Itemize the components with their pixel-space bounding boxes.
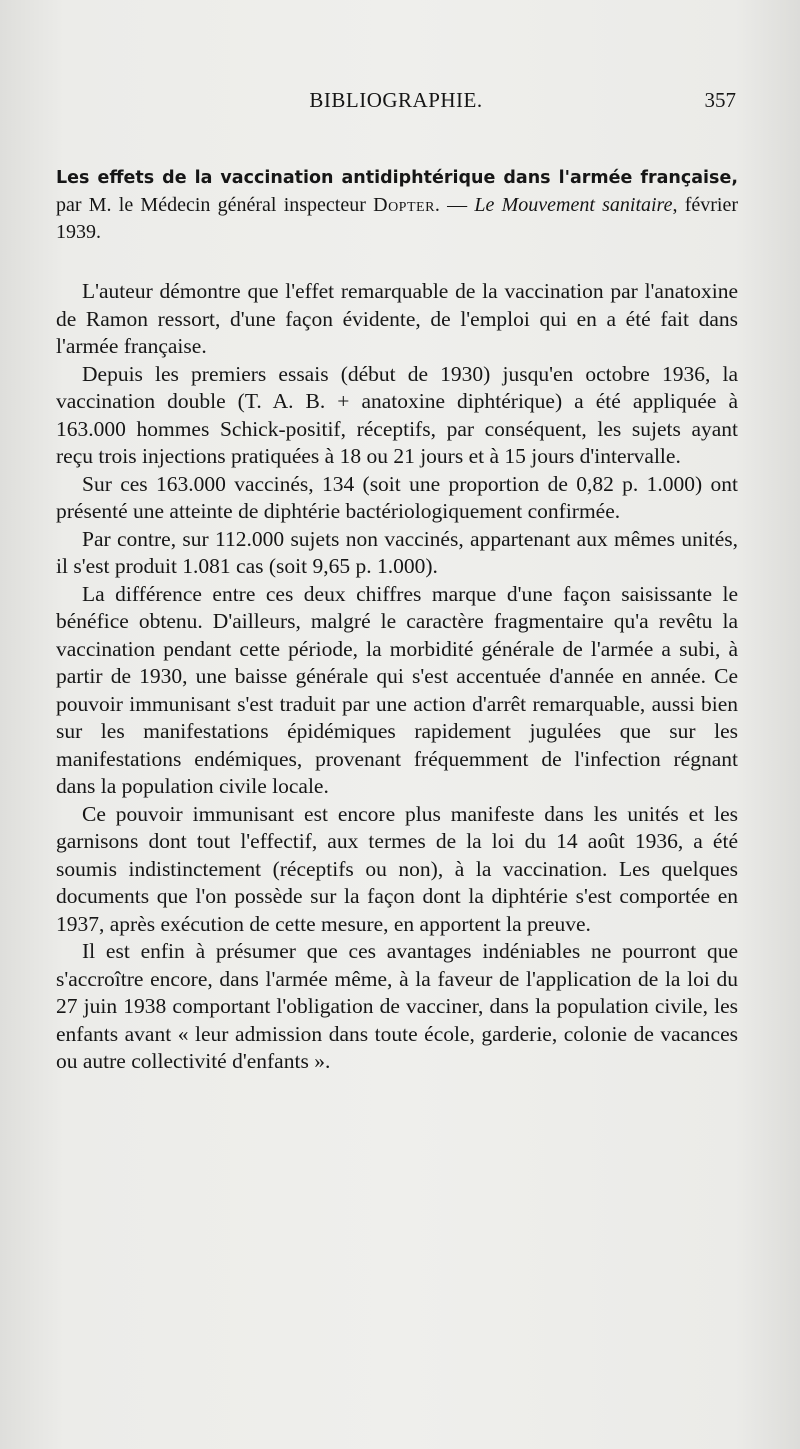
page-number: 357: [704, 88, 736, 112]
article-title: Les effets de la vaccination antidiphtérique dans l'armée française,: [56, 168, 738, 188]
paragraph: L'auteur démontre que l'effet remarquable de la vaccination par l'anatoxine de Ramon ressort, d'une façon évidente, de l'emploi qui en a été fait dans l'armée française.: [56, 279, 738, 358]
paragraph: Depuis les premiers essais (début de 1930) jusqu'en octobre 1936, la vaccination double (T. A. B. + anatoxine diphtérique) a été appliquée à 163.000 hommes Schick-positif, réceptifs, par conséquent, les sujets ayant reçu trois injections pratiquées à 18 ou 21 jours et à 15 jours d'intervalle.: [56, 361, 738, 468]
paragraph: Il est enfin à présumer que ces avantages indéniables ne pourront que s'accroître encore, dans l'armée même, à la faveur de l'application de la loi du 27 juin 1938 comportant l'obligation de vacciner, dans la population civile, les enfants avant « leur admission dans toute école, garderie, colonie de vacances ou autre collectivité d'enfants ».: [56, 939, 738, 1073]
paragraph: La différence entre ces deux chiffres marque d'une façon saisissante le bénéfice obtenu. D'ailleurs, malgré le caractère fragmentaire qu'a revêtu la vaccination pendant cette période, la morbidité générale de l'armée a subi, à partir de 1930, une baisse générale qui s'est accentuée d'année en année. Ce pouvoir immunisant s'est traduit par une action d'arrêt remarquable, aussi bien sur les manifestations épidémiques rapidement jugulées que sur les manifestations endémiques, provenant fréquemment de l'infection régnant dans la population civile locale.: [56, 581, 738, 798]
paragraph: Ce pouvoir immunisant est encore plus manifeste dans les unités et les garnisons dont tout l'effectif, aux termes de la loi du 14 août 1936, a été soumis indistinctement (réceptifs ou non), à la vaccination. Les quelques documents que l'on possède sur la façon dont la diphtérie s'est comportée en 1937, après exécution de cette mesure, en apportent la preuve.: [56, 801, 738, 936]
citation-date: , février 1939.: [56, 194, 739, 243]
citation-by: par M. le Médecin général inspecteur: [56, 194, 374, 216]
citation-separator: . —: [434, 194, 475, 216]
citation-journal: Le Mouvement sanitaire: [474, 194, 673, 216]
paragraph: Par contre, sur 112.000 sujets non vaccinés, appartenant aux mêmes unités, il s'est produit 1.081 cas (soit 9,65 p. 1.000).: [56, 526, 738, 578]
running-header: [56, 88, 736, 116]
bibliographic-citation: [56, 164, 738, 246]
review-article: [56, 164, 738, 1076]
paragraph: Sur ces 163.000 vaccinés, 134 (soit une proportion de 0,82 p. 1.000) ont présenté une atteinte de diphtérie bactériologiquement confirmée.: [56, 471, 738, 523]
review-body: [56, 278, 738, 1076]
section-title: BIBLIOGRAPHIE.: [309, 88, 483, 112]
citation-author: Dopter: [373, 194, 435, 216]
